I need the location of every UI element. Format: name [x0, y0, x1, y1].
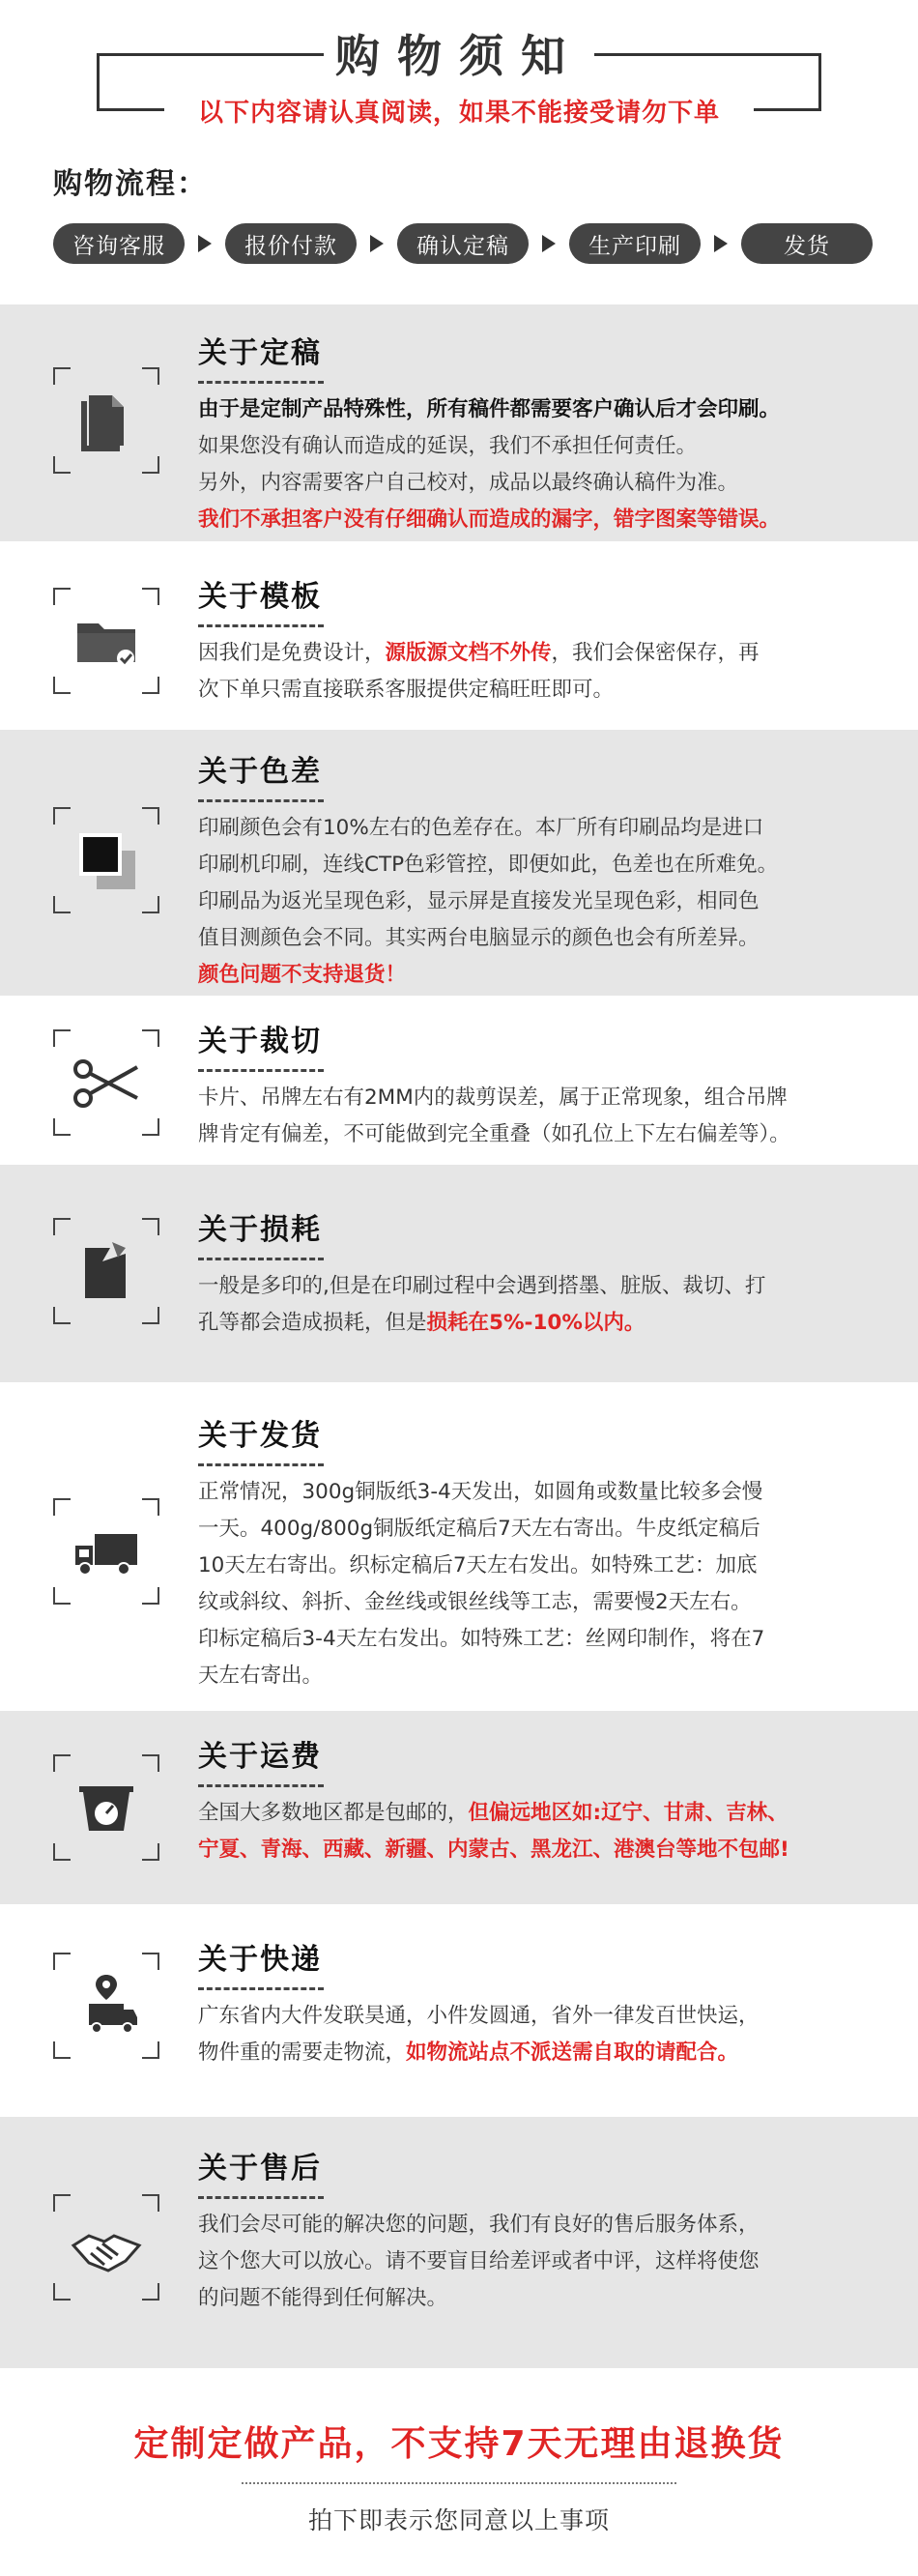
shopping-process: [53, 159, 879, 304]
body-text: 值目测颜色会不同。其实两台电脑显示的颜色也会有所差异。: [198, 926, 760, 950]
step-produce: 生产印刷: [569, 223, 701, 264]
footer: [0, 2378, 918, 2576]
body-text: 一般是多印的,但是在印刷过程中会遇到搭墨、脏版、裁切、打: [198, 1274, 766, 1298]
step-confirm: 确认定稿: [397, 223, 529, 264]
section-cutting: [0, 996, 918, 1165]
section-content: [198, 1732, 889, 1868]
body-text: 天左右寄出。: [198, 1664, 324, 1688]
body-text: 印刷机印刷，连线CTP色彩管控，即便如此，色差也在所难免。: [198, 853, 779, 877]
section-content: [198, 572, 889, 709]
section-content: [198, 1205, 889, 1342]
section-title: 关于裁切: [198, 1025, 322, 1058]
body-line: [198, 2035, 889, 2071]
body-text: 全国大多数地区都是包邮的，: [198, 1801, 469, 1825]
agreement-note: 拍下即表示您同意以上事项: [307, 2506, 610, 2534]
process-steps: [53, 223, 879, 264]
body-text: ，我们会保密保存，再: [551, 641, 760, 665]
arrow-right-icon: [198, 235, 212, 252]
scissors-icon: [53, 1029, 159, 1136]
section-color-difference: [0, 730, 918, 996]
section-title: 关于模板: [198, 580, 322, 614]
body-line: [198, 1584, 889, 1621]
title-underline: [198, 381, 324, 384]
section-wastage: [0, 1165, 918, 1382]
body-text: 次下单只需直接联系客服提供定稿旺旺即可。: [198, 678, 615, 702]
arrow-right-icon: [542, 235, 556, 252]
folder-icon: [53, 588, 159, 694]
body-line: [198, 2280, 889, 2317]
section-content: [198, 747, 889, 994]
body-line: [198, 810, 889, 847]
body-line: [198, 1080, 889, 1116]
process-title: 购物流程：: [53, 167, 208, 201]
body-line: [198, 391, 889, 428]
page-subtitle: 以下内容请认真阅读，如果不能接受请勿下单: [197, 99, 720, 128]
section-title: 关于损耗: [198, 1213, 322, 1247]
section-title: 关于发货: [198, 1419, 322, 1453]
color-square-icon: [53, 807, 159, 913]
highlight-text: 但偏远地区如:辽宁、甘肃、吉林、: [468, 1801, 789, 1825]
body-text: 印刷颜色会有10%左右的色差存在。本厂所有印刷品均是进口: [198, 816, 764, 840]
title-underline: [198, 624, 324, 627]
body-text: 卡片、吊牌左右有2MM内的裁剪误差，属于正常现象，组合吊牌: [198, 1085, 788, 1110]
body-text: 牌肯定有偏差，不可能做到完全重叠（如孔位上下左右偏差等）。: [198, 1122, 790, 1146]
body-text: 孔等都会造成损耗，但是: [198, 1311, 427, 1335]
body-line: [198, 1998, 889, 2035]
section-shipping: [0, 1382, 918, 1711]
title-underline: [198, 2196, 324, 2199]
body-text: 纹或斜纹、斜折、金丝线或银丝线等工志，需要慢2天左右。: [198, 1590, 752, 1614]
body-text: 正常情况，300g铜版纸3-4天发出，如圆角或数量比较多会慢: [198, 1480, 763, 1504]
step-ship: 发货: [741, 223, 873, 264]
body-line: [198, 1116, 889, 1153]
body-text: 印标定稿后3-4天左右发出。如特殊工艺：丝网印制作，将在7: [198, 1627, 765, 1651]
body-line: [198, 428, 889, 465]
section-content: [198, 329, 889, 538]
section-content: [198, 1411, 889, 1694]
body-line: [198, 2207, 889, 2243]
body-text: 一天。400g/800g铜版纸定稿后7天左右寄出。牛皮纸定稿后: [198, 1517, 760, 1541]
body-line: [198, 1621, 889, 1658]
highlight-text: 源版源文档不外传: [385, 641, 552, 665]
body-text: 如果您没有确认而造成的延误，我们不承担任何责任。: [198, 434, 698, 458]
handshake-icon: [53, 2194, 159, 2301]
title-underline: [198, 1069, 324, 1072]
section-title: 关于售后: [198, 2152, 322, 2185]
body-text: 的问题不能得到任何解决。: [198, 2286, 448, 2310]
highlight-text: 我们不承担客户没有仔细确认而造成的漏字，错字图案等错误。: [198, 507, 781, 532]
highlight-text: 颜色问题不支持退货！: [198, 963, 407, 987]
section-content: [198, 2144, 889, 2317]
no-return-notice: 定制定做产品，不支持7天无理由退换货: [133, 2424, 785, 2464]
body-text: 10天左右寄出。织标定稿后7天左右发出。如特殊工艺：加底: [198, 1553, 758, 1577]
body-text: 由于是定制产品特殊性，所有稿件都需要客户确认后才会印刷。: [198, 397, 781, 421]
torn-paper-icon: [53, 1218, 159, 1324]
body-line: [198, 1268, 889, 1305]
truck-icon: [53, 1498, 159, 1605]
section-title: 关于定稿: [198, 336, 322, 370]
scale-icon: [53, 1754, 159, 1861]
body-text: 广东省内大件发联昊通，小件发圆通，省外一律发百世快运，: [198, 2004, 760, 2028]
body-line: [198, 1795, 889, 1832]
body-line: [198, 957, 889, 994]
body-line: [198, 1305, 889, 1342]
page-title: 购物须知: [335, 30, 583, 82]
body-text: 印刷品为返光呈现色彩，显示屏是直接发光呈现色彩，相同色: [198, 889, 760, 913]
body-line: [198, 1658, 889, 1694]
body-line: [198, 920, 889, 957]
step-consult: 咨询客服: [53, 223, 185, 264]
title-underline: [198, 799, 324, 802]
section-template: [0, 541, 918, 730]
section-freight: [0, 1711, 918, 1904]
title-underline: [198, 1987, 324, 1990]
arrow-right-icon: [714, 235, 728, 252]
section-title: 关于运费: [198, 1740, 322, 1774]
section-title: 关于色差: [198, 755, 322, 789]
highlight-text: 如物流站点不派送需自取的请配合。: [406, 2041, 739, 2065]
body-line: [198, 847, 889, 883]
section-express: [0, 1904, 918, 2117]
section-content: [198, 1935, 889, 2071]
body-text: 物件重的需要走物流，: [198, 2041, 407, 2065]
body-line: [198, 672, 889, 709]
title-underline: [198, 1258, 324, 1260]
step-quote-pay: 报价付款: [225, 223, 357, 264]
body-text: 这个您大可以放心。请不要盲目给差评或者中评，这样将使您: [198, 2249, 760, 2273]
body-line: [198, 883, 889, 920]
body-line: [198, 635, 889, 672]
arrow-right-icon: [370, 235, 384, 252]
body-text: 因我们是免费设计，: [198, 641, 386, 665]
section-title: 关于快递: [198, 1943, 322, 1977]
highlight-text: 损耗在5%-10%以内。: [426, 1311, 645, 1335]
body-line: [198, 2243, 889, 2280]
section-final-draft: [0, 304, 918, 541]
body-text: 另外，内容需要客户自己校对，成品以最终确认稿件为准。: [198, 471, 739, 495]
document-icon: [53, 367, 159, 474]
highlight-text: 宁夏、青海、西藏、新疆、内蒙古、黑龙江、港澳台等地不包邮!: [198, 1838, 789, 1862]
body-line: [198, 1474, 889, 1511]
section-content: [198, 1017, 889, 1153]
body-line: [198, 1548, 889, 1584]
body-line: [198, 502, 889, 538]
header: [0, 0, 918, 159]
delivery-icon: [53, 1953, 159, 2059]
body-text: 我们会尽可能的解决您的问题，我们有良好的售后服务体系，: [198, 2213, 760, 2237]
body-line: [198, 1511, 889, 1548]
title-underline: [198, 1784, 324, 1787]
dotted-divider: [242, 2482, 676, 2484]
body-line: [198, 1832, 889, 1868]
section-after-sales: [0, 2117, 918, 2368]
title-underline: [198, 1463, 324, 1466]
body-line: [198, 465, 889, 502]
